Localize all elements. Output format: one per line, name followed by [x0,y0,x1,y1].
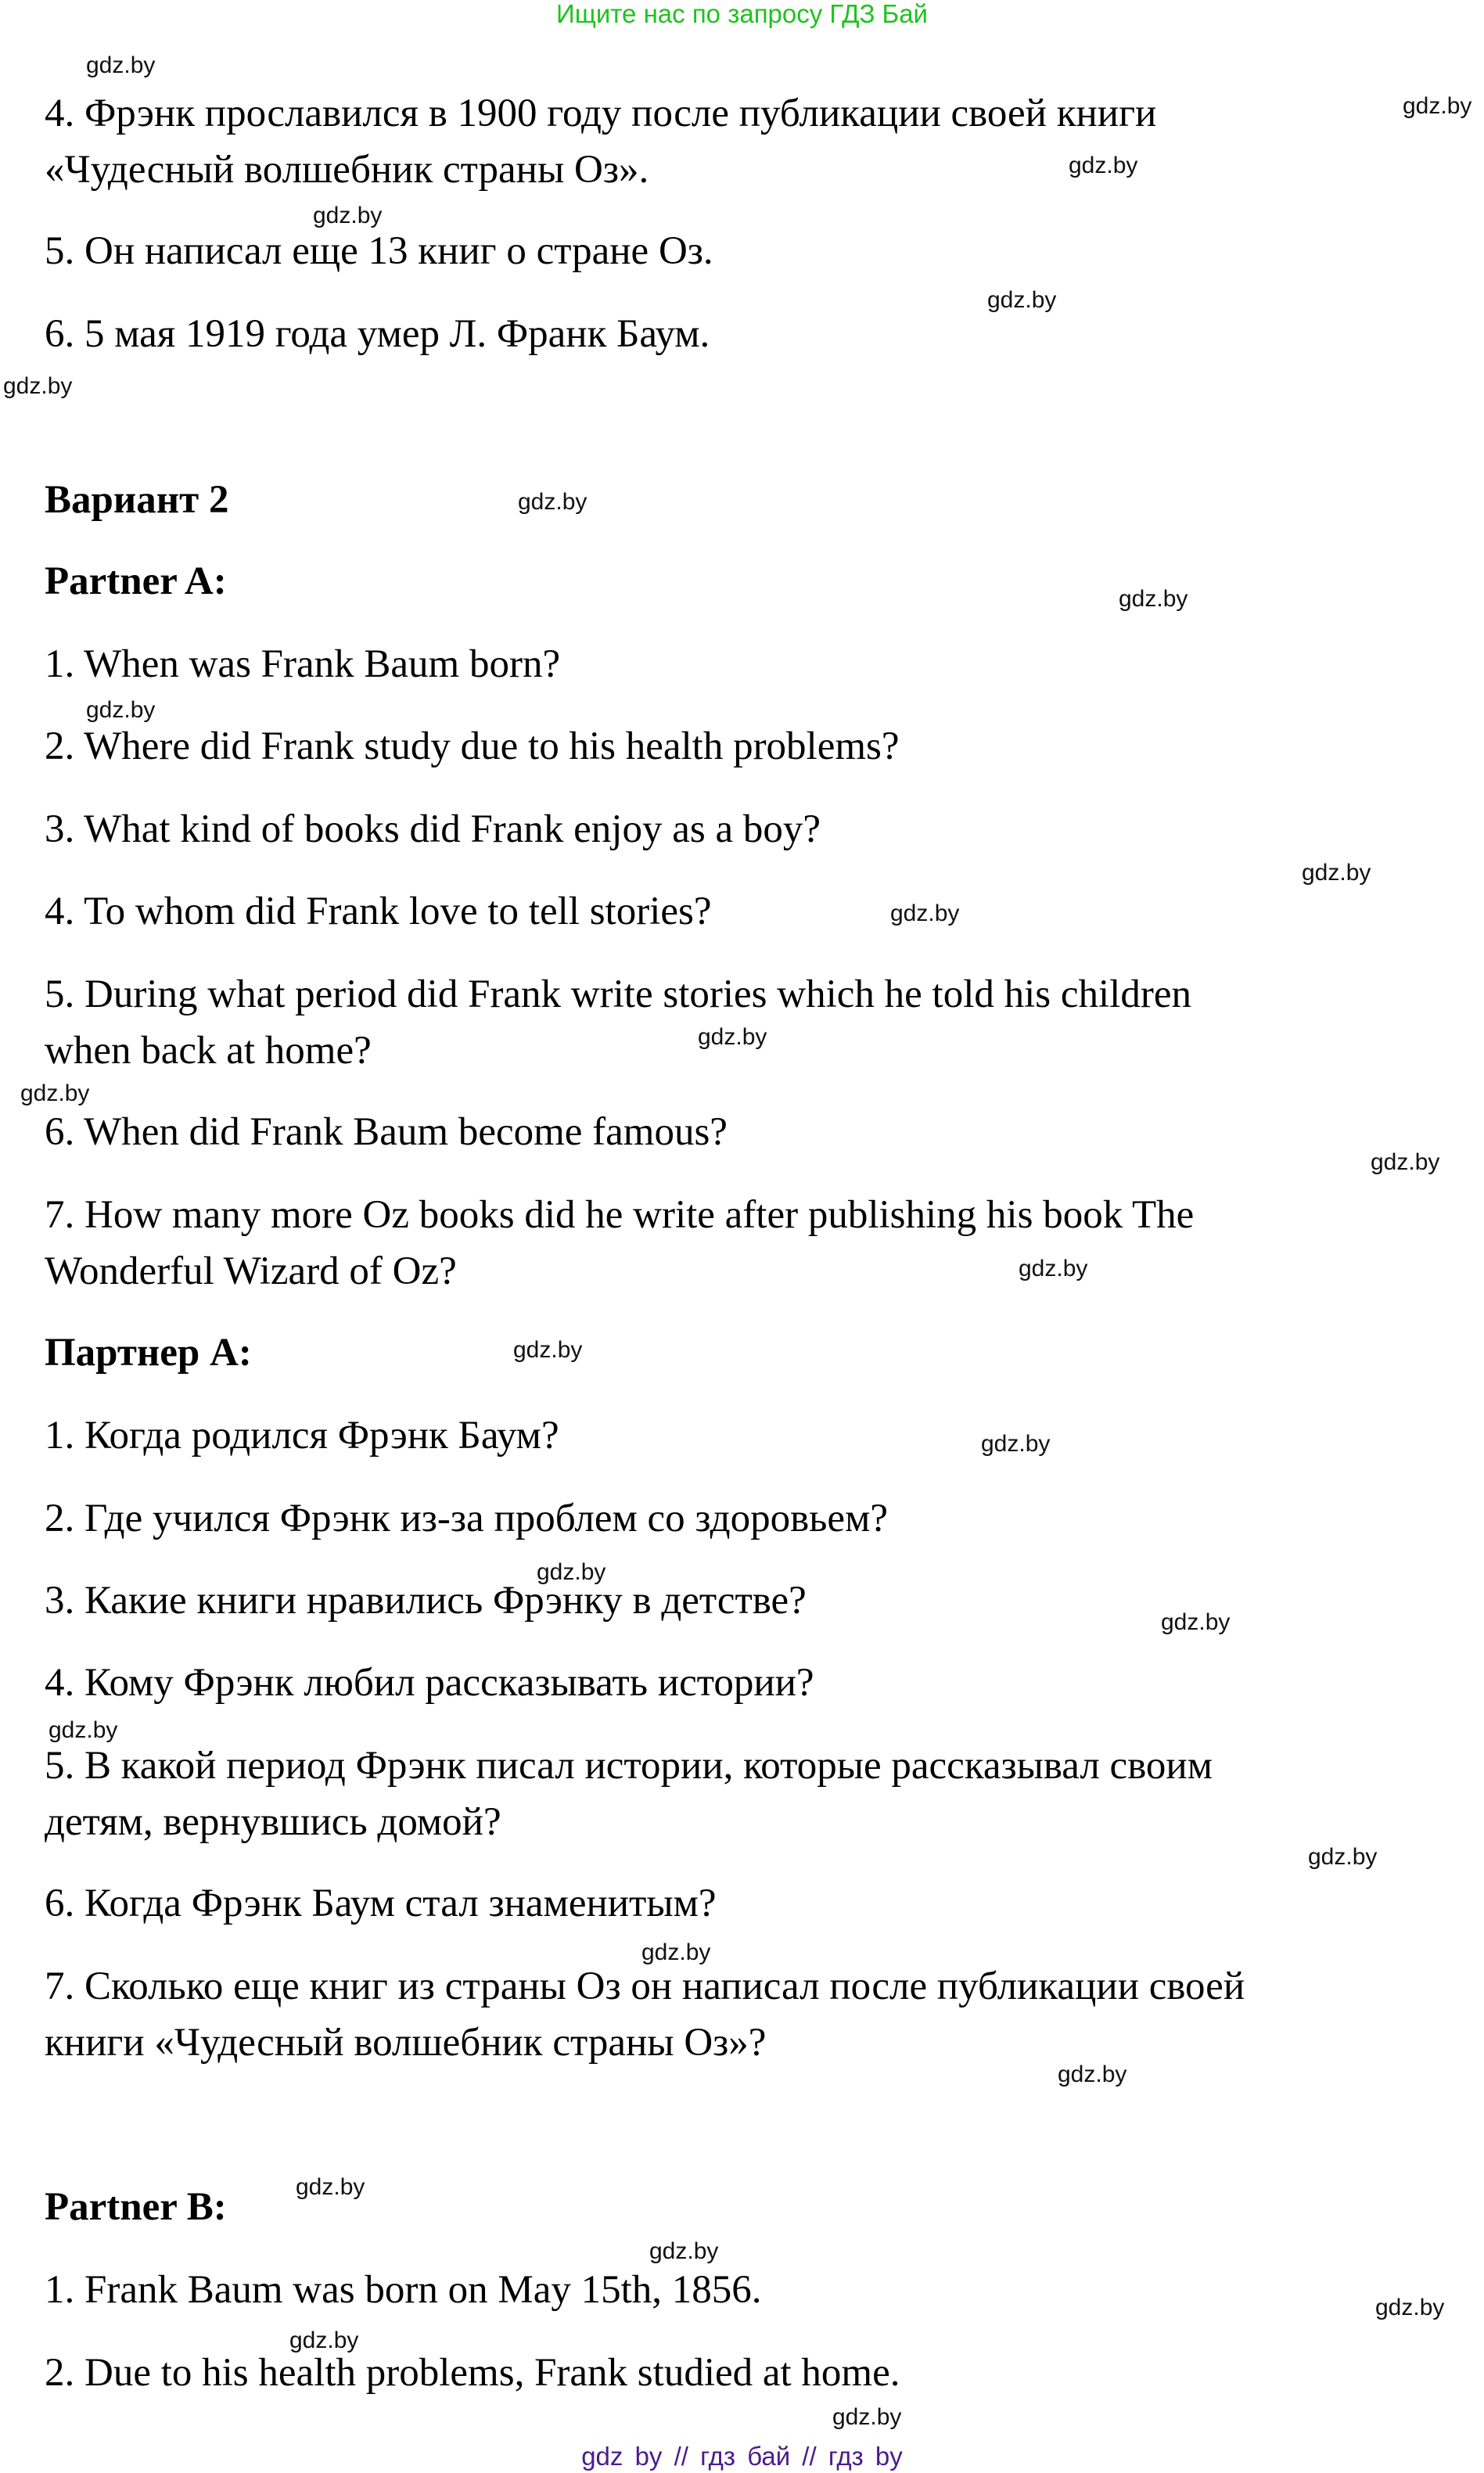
variant-heading: Вариант 2 [45,478,229,522]
answer-line-en: 1. Frank Baum was born on May 15th, 1856. [45,2268,762,2312]
watermark: gdz.by [1019,1256,1088,1281]
question-line-ru: 4. Кому Фрэнк любил рассказывать истории? [45,1661,814,1705]
question-line: 1. When was Frank Baum born? [45,642,561,686]
watermark: gdz.by [49,1717,118,1743]
watermark: gdz.by [981,1431,1051,1457]
watermark: gdz.by [537,1559,606,1585]
question-line: 3. What kind of books did Frank enjoy as a boy? [45,807,821,851]
watermark: gdz.by [890,900,960,926]
question-line: Wonderful Wizard of Oz? [45,1249,457,1293]
watermark: gdz.by [86,697,156,723]
answer-line: 6. 5 мая 1919 года умер Л. Франк Баум. [45,312,710,356]
watermark: gdz.by [1119,586,1188,612]
watermark: gdz.by [1403,93,1472,119]
watermark: gdz.by [1302,860,1371,886]
watermark: gdz.by [86,52,156,78]
watermark: gdz.by [1308,1844,1378,1870]
watermark: gdz.by [3,373,73,399]
question-line-ru: 7. Сколько еще книг из страны Оз он написал после публикации своей [45,1964,1245,2008]
question-line: 6. When did Frank Baum become famous? [45,1110,728,1154]
watermark: gdz.by [641,1939,711,1965]
watermark: gdz.by [20,1080,90,1106]
watermark: gdz.by [1371,1149,1440,1175]
answer-line: 4. Фрэнк прославился в 1900 году после публикации своей книги [45,92,1157,135]
question-line-ru: 3. Какие книги нравились Фрэнку в детстве? [45,1579,807,1623]
watermark: gdz.by [313,203,383,228]
watermark: gdz.by [649,2238,719,2264]
partner-a-heading: Partner A: [45,559,227,603]
watermark: gdz.by [832,2404,902,2430]
answer-line: «Чудесный волшебник страны Оз». [45,148,649,192]
watermark: gdz.by [296,2174,365,2200]
question-line-ru: 1. Когда родился Фрэнк Баум? [45,1414,559,1458]
answer-line-en: 2. Due to his health problems, Frank studied at home. [45,2351,900,2395]
watermark: gdz.by [987,287,1057,313]
watermark: gdz.by [513,1337,583,1363]
watermark: gdz.by [289,2327,359,2353]
footer-links: gdz by // гдз бай // гдз by [581,2442,903,2471]
question-line-ru: 2. Где учился Фрэнк из-за проблем со здоровьем? [45,1497,888,1540]
question-line: 7. How many more Oz books did he write after publishing his book The [45,1193,1195,1237]
question-line: 4. To whom did Frank love to tell stories? [45,890,712,933]
question-line-ru: книги «Чудесный волшебник страны Оз»? [45,2021,767,2065]
watermark: gdz.by [1069,153,1138,178]
watermark: gdz.by [518,489,587,515]
question-line-ru: детям, вернувшись домой? [45,1800,501,1844]
search-banner: Ищите нас по запросу ГДЗ Бай [556,0,928,28]
answer-line: 5. Он написал еще 13 книг о стране Оз. [45,229,713,273]
question-line-ru: 6. Когда Фрэнк Баум стал знаменитым? [45,1882,717,1925]
watermark: gdz.by [698,1024,767,1050]
question-line: 2. Where did Frank study due to his health problems? [45,724,900,768]
watermark: gdz.by [1375,2295,1445,2320]
partner-a-ru-heading: Партнер А: [45,1331,252,1375]
question-line-ru: 5. В какой период Фрэнк писал истории, которые рассказывал своим [45,1744,1213,1788]
watermark: gdz.by [1058,2061,1127,2087]
partner-b-heading: Partner B: [45,2185,227,2229]
question-line: 5. During what period did Frank write stories which he told his children [45,972,1191,1016]
question-line: when back at home? [45,1029,372,1073]
watermark: gdz.by [1161,1609,1231,1635]
